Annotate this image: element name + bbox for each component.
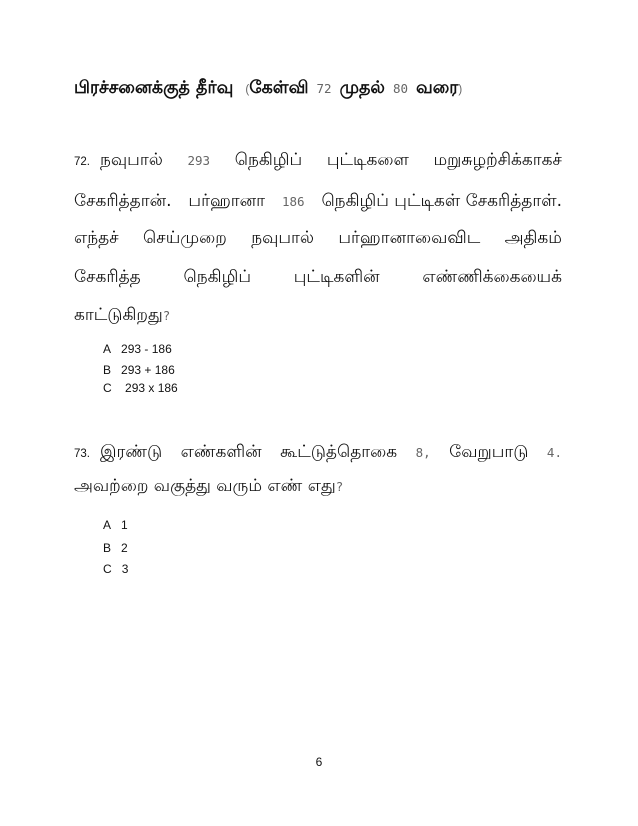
from-word: கேள்வி — [249, 78, 309, 98]
q73-phrase: அவற்றை வகுத்து வரும் எண் எது — [74, 476, 336, 496]
q73-number: 73. — [74, 448, 90, 460]
q72-word: காட்டுகிறது — [74, 305, 163, 325]
option-letter: A — [103, 518, 112, 532]
to-word: வரை — [416, 78, 459, 98]
q73-line-1 — [74, 440, 562, 464]
option-text: 293 - 186 — [121, 342, 172, 356]
option-letter: C — [103, 562, 112, 576]
q72-line-3 — [74, 226, 562, 250]
q73-option-a[interactable] — [103, 517, 128, 533]
q72-word: சேகரித்த — [74, 267, 141, 287]
q72-word: புட்டிகளின் — [293, 267, 380, 287]
q72-word: புட்டிகளை — [326, 150, 409, 170]
q72-word: நெகிழிப் — [234, 150, 303, 170]
q72-line-5 — [74, 303, 562, 327]
paren-open: ( — [245, 84, 250, 96]
to-number: 80 — [392, 81, 408, 96]
option-text: 1 — [121, 518, 128, 532]
q72-word: மறுசுழற்சிக்காகச் — [433, 150, 562, 170]
q73-word: இரண்டு — [100, 442, 163, 462]
option-letter: A — [103, 342, 112, 356]
from-number: 72 — [316, 81, 332, 96]
option-letter: B — [103, 363, 112, 377]
q72-option-b[interactable] — [103, 362, 175, 378]
q72-option-a[interactable] — [103, 341, 172, 357]
q73-line-2 — [74, 474, 562, 498]
q72-number: 72. — [74, 156, 90, 168]
q72-word: எண்ணிக்கையைக் — [422, 267, 562, 287]
mid-word: முதல் — [339, 78, 385, 98]
option-text: 2 — [121, 541, 128, 555]
section-header — [74, 76, 562, 100]
option-text: 293 + 186 — [121, 363, 175, 377]
option-text: 293 x 186 — [125, 381, 178, 395]
section-title: பிரச்சனைக்குத் தீர்வு — [74, 78, 234, 98]
q73-difference-value: 4. — [546, 445, 562, 460]
q72-word: நவுபால் — [100, 150, 163, 170]
option-letter: B — [103, 541, 112, 555]
page-number: 6 — [315, 755, 323, 769]
q72-line-1 — [74, 148, 562, 172]
paren-close: ) — [458, 84, 463, 96]
q73-word: எண்களின் — [180, 442, 262, 462]
q72-line-4 — [74, 265, 562, 289]
q72-word: பர்ஹானாவைவிட — [338, 228, 481, 248]
q73-option-c[interactable] — [103, 561, 128, 577]
option-text: 3 — [121, 562, 129, 576]
q72-phrase: நெகிழிப் புட்டிகள் சேகரித்தாள். — [321, 191, 562, 211]
q72-word: அதிகம் — [504, 228, 562, 248]
option-letter: C — [103, 381, 112, 395]
q73-option-b[interactable] — [103, 540, 128, 556]
q72-option-c[interactable] — [103, 380, 178, 396]
q73-word: வேறுபாடு — [449, 442, 529, 462]
q72-word: எந்தச் — [74, 228, 119, 248]
q73-sum-value: 8, — [415, 445, 431, 460]
q73-word: கூட்டுத்தொகை — [280, 442, 398, 462]
q72-word: பர்ஹானா — [188, 191, 266, 211]
q72-question-mark: ? — [162, 308, 171, 323]
q72-word: செய்முறை — [143, 228, 227, 248]
q73-question-mark: ? — [335, 479, 344, 494]
q72-word: நெகிழிப் — [183, 267, 251, 287]
q72-number-186: 186 — [281, 194, 305, 209]
q72-word: சேகரித்தான். — [74, 191, 172, 211]
q72-word: நவுபால் — [251, 228, 315, 248]
q72-number-293: 293 — [187, 153, 211, 168]
q72-line-2 — [74, 189, 562, 213]
